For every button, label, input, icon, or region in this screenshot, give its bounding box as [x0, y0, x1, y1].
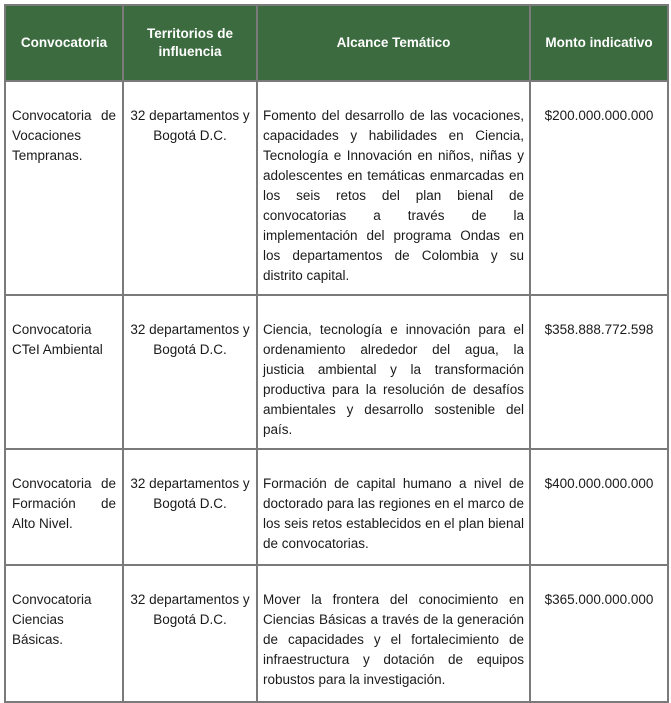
cell-alcance: Fomento del desarrollo de las vocaciones, capacidades y habilidades en Ciencia, Tecnología e Innovación en niños, niñas y adolescentes en temáticas enmarcadas en los seis retos del plan bienal de convocatorias a través de la implementación del programa Ondas en los departamentos de Colombia y su distrito capital. — [257, 81, 530, 295]
cell-convocatoria: Convocatoria CTeI Ambiental — [5, 295, 123, 449]
cell-monto: $200.000.000.000 — [530, 81, 668, 295]
cell-monto: $400.000.000.000 — [530, 449, 668, 565]
table-row — [5, 565, 668, 702]
table-header — [5, 5, 668, 81]
cell-monto: $365.000.000.000 — [530, 565, 668, 702]
header-monto: Monto indicativo — [530, 5, 668, 81]
cell-territorios: 32 departamentos y Bogotá D.C. — [123, 295, 257, 449]
table-row — [5, 81, 668, 295]
header-alcance: Alcance Temático — [257, 5, 530, 81]
cell-convocatoria: Convocatoria de Formación de Alto Nivel. — [5, 449, 123, 565]
cell-monto: $358.888.772.598 — [530, 295, 668, 449]
table-row — [5, 295, 668, 449]
document-page — [4, 4, 667, 703]
header-territorios: Territorios de influencia — [123, 5, 257, 81]
cell-territorios: 32 departamentos y Bogotá D.C. — [123, 81, 257, 295]
cell-convocatoria: Convocatoria Ciencias Básicas. — [5, 565, 123, 702]
header-row — [5, 5, 668, 81]
cell-alcance: Mover la frontera del conocimiento en Ciencias Básicas a través de la generación de capacidades y el fortalecimiento de infraestructura y dotación de equipos robustos para la investigación. — [257, 565, 530, 702]
convocatorias-table — [4, 4, 669, 703]
table-row — [5, 449, 668, 565]
cell-territorios: 32 departamentos y Bogotá D.C. — [123, 449, 257, 565]
cell-territorios: 32 departamentos y Bogotá D.C. — [123, 565, 257, 702]
header-convocatoria: Convocatoria — [5, 5, 123, 81]
cell-alcance: Formación de capital humano a nivel de doctorado para las regiones en el marco de los seis retos establecidos en el plan bienal de convocatorias. — [257, 449, 530, 565]
cell-alcance: Ciencia, tecnología e innovación para el ordenamiento alrededor del agua, la justicia ambiental y la transformación productiva para la resolución de desafíos ambientales y desarrollo sostenible del país. — [257, 295, 530, 449]
table-body — [5, 81, 668, 702]
cell-convocatoria: Convocatoria de Vocaciones Tempranas. — [5, 81, 123, 295]
